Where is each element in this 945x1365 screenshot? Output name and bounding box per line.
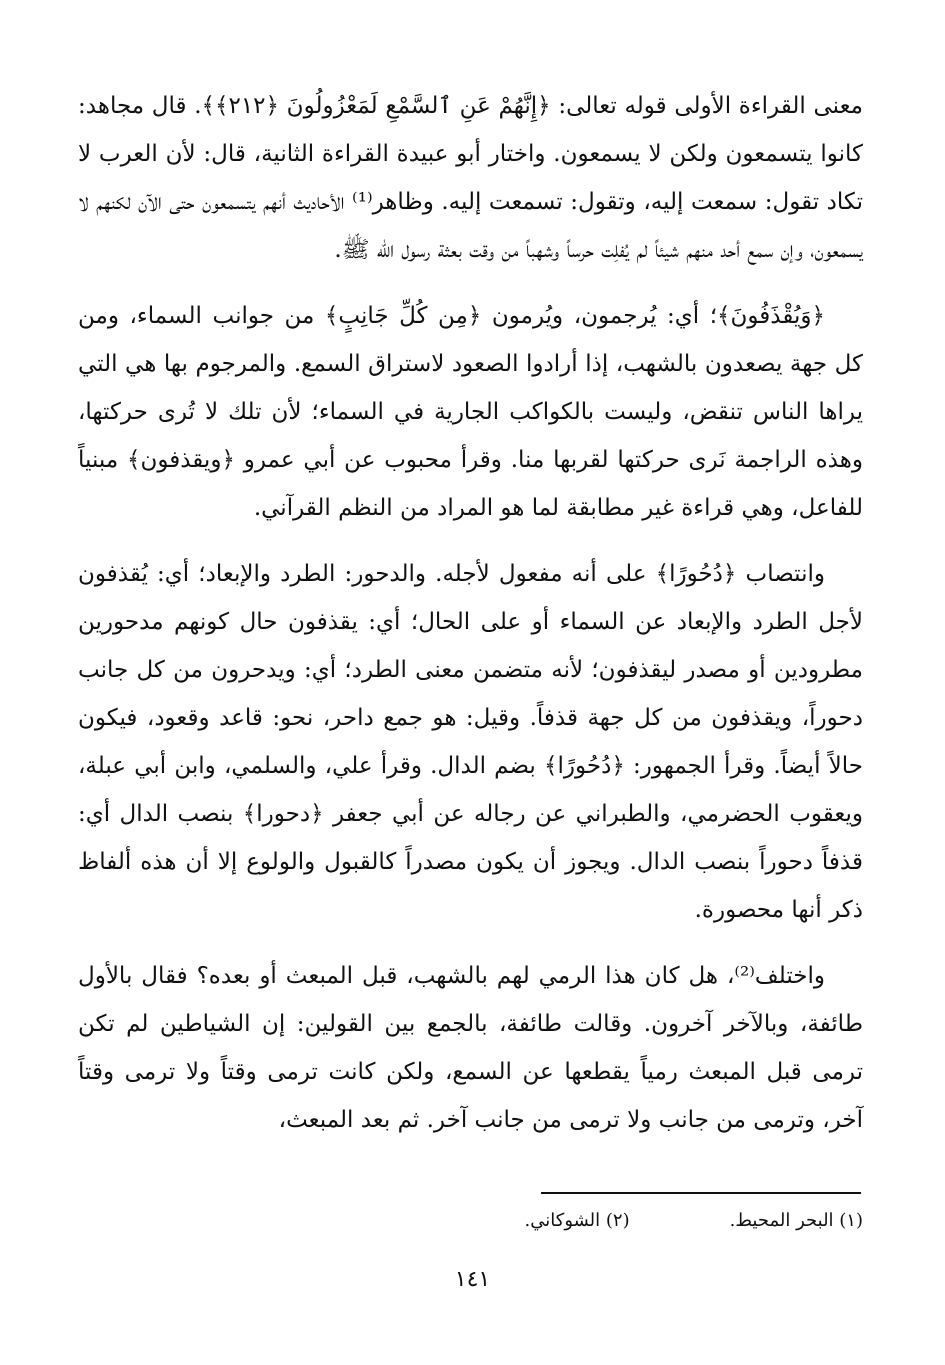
paragraph-3: وانتصاب ﴿دُحُورًا﴾ على أنه مفعول لأجله. والدحور: الطرد والإبعاد؛ أي: يُقذفون لأجل الطرد والإبعاد عن السماء أو على الحال؛ أي: يقذفون حال كونهم مدحورين مطرودين أو مصدر ليقذفون؛ لأنه متضمن معنى الطرد؛ أي: ويدحرون من كل جانب دحوراً، ويقذفون من كل جهة قذفاً. وقيل: هو جمع داحر، نحو: قاعد وقعود، فيكون حالاً أيضاً. وقرأ الجمهور: ﴿دُحُورًا﴾ بضم الدال. وقرأ علي، والسلمي، وابن أبي عبلة، ويعقوب الحضرمي، والطبراني عن رجاله عن أبي جعفر ﴿دحورا﴾ بنصب الدال أي: قذفاً دحوراً بنصب الدال. ويجوز أن يكون مصدراً كالقبول والولوع إلا أن هذه ألفاظ ذكر أنها محصورة. [78, 561, 863, 923]
main-text [78, 82, 863, 1162]
page-number: ١٤١ [454, 1267, 491, 1292]
paragraph-2: ﴿وَيُقْذَفُونَ﴾؛ أي: يُرجمون، ويُرمون ﴿مِن كُلِّ جَانِبٍ﴾ من جوانب السماء، ومن كل جهة يصعدون بالشهب، إذا أرادوا الصعود لاستراق السمع. والمرجوم بها هي التي يراها الناس تنقض، وليست بالكواكب الجارية في السماء؛ لأن تلك لا تُرى حركتها، وهذه الراجمة نَرى حركتها لقربها منا. وقرأ محبوب عن أبي عمرو ﴿ويقذفون﴾ مبنياً للفاعل، وهي قراءة غير مطابقة لما هو المراد من النظم القرآني. [78, 303, 863, 521]
footnotes [263, 1207, 863, 1235]
footnote-separator [541, 1192, 861, 1194]
paragraph-4: واختلف⁽²⁾، هل كان هذا الرمي لهم بالشهب، قبل المبعث أو بعده؟ فقال بالأول طائفة، وبالآخر آخرون. وقالت طائفة، بالجمع بين القولين: إن الشياطين لم تكن ترمى قبل المبعث رمياً يقطعها عن السمع، ولكن كانت ترمى وقتاً ولا ترمى وقتاً آخر، وترمى من جانب ولا ترمى من جانب آخر. ثم بعد المبعث، [78, 963, 863, 1133]
footnote-1: (١) البحر المحيط. [729, 1210, 863, 1231]
paragraph-1: معنى القراءة الأولى قوله تعالى: ﴿إِنَّهُمْ عَنِ ٱلسَّمْعِ لَمَعْزُولُونَ ﴿٢١٢﴾﴾. قال مجاهد: كانوا يتسمعون ولكن لا يسمعون. واختار أبو عبيدة القراءة الثانية، قال: لأن العرب لا تكاد تقول: سمعت إليه، وتقول: تسمعت إليه. وظاهر⁽¹⁾ الأحاديث أنهم يتسمعون حتى الآن لكنهم لا يسمعون، وإن سمع أحد منهم شيئاً لم يُفلِت حرساً وشهباً من وقت بعثة رسول الله ﷺ. [78, 93, 863, 263]
footnote-2: (٢) الشوكاني. [524, 1210, 630, 1231]
